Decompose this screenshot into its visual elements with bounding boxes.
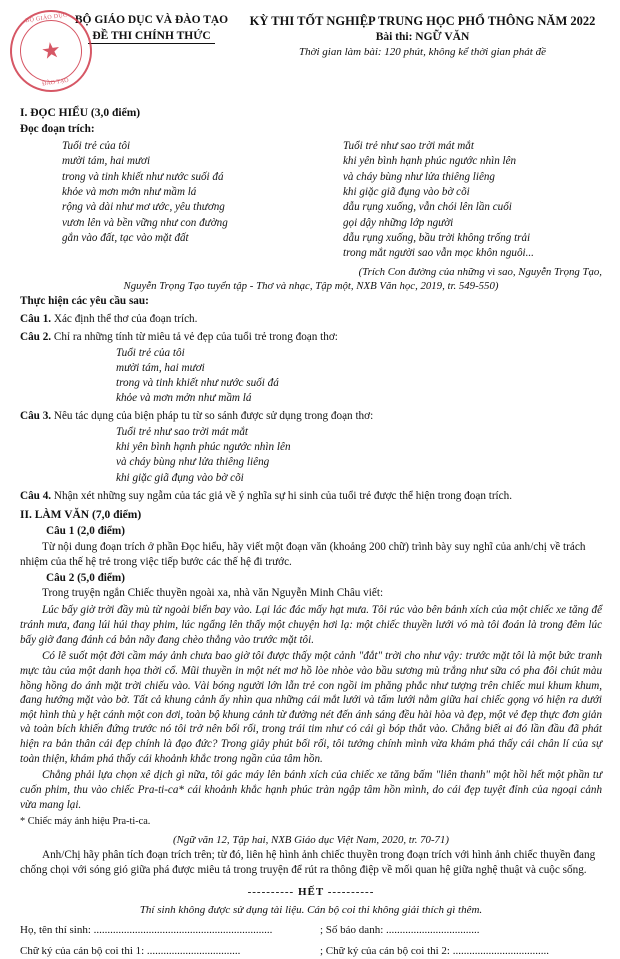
header-right-block: [241, 14, 604, 58]
section-2-question-1-text: Từ nội dung đoạn trích ở phần Đọc hiểu, hãy viết một đoạn văn (khoảng 200 chữ) trình bày suy nghĩ của anh/chị về trách nhiệm của thế hệ trẻ trong việc tiếp bước các thế hệ đi trước.: [20, 540, 586, 568]
verse-line: mười tám, hai mươi: [116, 362, 205, 375]
ministry-name: BỘ GIÁO DỤC VÀ ĐÀO TẠO: [74, 14, 229, 26]
exam-subject: Bài thi: NGỮ VĂN: [375, 31, 470, 43]
candidate-number-field: ; Số báo danh: ..................................: [320, 924, 480, 937]
poem-line: gắn vào đất, tạc vào mặt đất: [62, 231, 189, 244]
excerpt-footnote: * Chiếc máy ảnh hiệu Pra-ti-ca.: [20, 816, 151, 828]
poem-line: rộng và dài như mơ ước, yêu thương: [62, 201, 225, 214]
excerpt-paragraph: Có lẽ suốt một đời cầm máy ảnh chưa bao giờ tôi được thấy một cảnh "đắt" trời cho như vậy: trước mặt tôi là một bức tranh mực tàu của một danh họa thời cổ. Mũi thuyền in một nét mơ hồ lòe nhòe vào bầu sương mù trắng như sữa có pha đôi chút màu hồng hồng do ánh mặt trời chiếu vào. Vài bóng người lớn lẫn trẻ con ngồi im phăng phắc như tượng trên chiếc mui khum khum, đang hướng mặt vào bờ. Tất cả khung cảnh ấy nhìn qua những cái mắt lưới và tấm lưới nằm giữa hai chiếc gọng vó hiện ra dưới một hình thù y hệt cánh một con dơi, toàn bộ khung cảnh từ đường nét đến ánh sáng đều hài hòa và đẹp, một vẻ đẹp thực đơn giản và toàn bích khiến đứng trước nó tôi trở nên bối rối, trong trái tim như có cái gì bóp thắt vào. Chẳng biết ai đó lần đầu đã phát hiện ra bản thân cái đẹp chính là đạo đức? Trong giây phút bối rối, tôi tưởng chính mình vừa khám phá thấy cái chân lí của sự toàn thiện, khám phá thấy cái khoảnh khắc trong ngần của tâm hồn.: [20, 650, 602, 765]
verse-line: Tuổi trẻ của tôi: [116, 346, 185, 359]
verse-line: khỏe và mơn mởn như mầm lá: [116, 392, 252, 405]
seal-inner-ring: [16, 16, 86, 86]
question-1-4: [20, 489, 602, 504]
exam-type-label: ĐỀ THI CHÍNH THỨC: [88, 29, 214, 44]
poem-line: dẫu rụng xuống, vẫn chói lên lần cuối: [343, 201, 512, 214]
poem-line: dẫu rụng xuống, bầu trời không trống trải: [343, 231, 531, 244]
section-2-title: II. LÀM VĂN (7,0 điểm): [20, 508, 142, 521]
verse-line: Tuổi trẻ như sao trời mát mắt: [116, 426, 249, 439]
question-1-2-label: Câu 2.: [20, 331, 52, 344]
poem-line: khi giặc giã đụng vào bờ cõi: [343, 186, 470, 199]
section-1-title: I. ĐỌC HIỂU (3,0 điểm): [20, 107, 141, 119]
verse-line: và cháy bùng như lửa thiêng liêng: [116, 456, 270, 469]
excerpt-paragraph: Chẳng phải lựa chọn xê dịch gì nữa, tôi gác máy lên bánh xích của chiếc xe tăng bấm "liên thanh" một hồi hết một phần tư cuốn phim, thu vào chiếc Pra-ti-ca* cái khoảnh khắc hạnh phúc tràn ngập tâm hồn mình, do cái đẹp tuyệt đỉnh của ngoại cảnh vừa mang lại.: [20, 769, 602, 811]
document-body: [0, 98, 620, 959]
exam-note: Thí sinh không được sử dụng tài liệu. Cán bộ coi thi không giải thích gì thêm.: [139, 903, 483, 916]
question-1-1-text: Xác định thể thơ của đoạn trích.: [53, 313, 198, 326]
poem-line: trong mắt người sao vẫn mọc khôn nguôi...: [343, 247, 534, 260]
verse-line: trong và tinh khiết như nước suối đá: [116, 377, 279, 390]
section-1-requirement: Thực hiện các yêu cầu sau:: [20, 295, 149, 308]
section-2-question-2-label: Câu 2 (5,0 điểm): [46, 571, 125, 584]
invigilator-signature-row: [20, 944, 602, 959]
section-1-instruction: Đọc đoạn trích:: [20, 123, 95, 136]
question-1-3: [20, 409, 602, 424]
verse-line: khi giặc giã đụng vào bờ cõi: [116, 471, 244, 484]
end-marker: ---------- HẾT ----------: [247, 886, 375, 899]
poem-line: vươn lên và bền vững như con đường: [62, 216, 228, 229]
section-2-question-1-label: Câu 1 (2,0 điểm): [46, 524, 125, 537]
seal-top-text: BỘ GIÁO DỤC: [25, 12, 68, 25]
invigilator-2-signature: ; Chữ ký của cán bộ coi thi 2: ...................................: [320, 945, 549, 957]
section-2-question-2-intro: Trong truyện ngắn Chiếc thuyền ngoài xa, nhà văn Nguyễn Minh Châu viết:: [42, 587, 384, 600]
candidate-name-field: Họ, tên thí sinh: .................................................................: [20, 924, 273, 937]
question-1-1: [20, 312, 602, 327]
question-1-4-label: Câu 4.: [20, 489, 52, 502]
poem-column-left: [20, 139, 321, 261]
poem-two-columns: [20, 139, 602, 261]
question-1-3-verse: [116, 425, 602, 485]
seal-star-icon: ★: [39, 36, 63, 65]
poem-source-line-1: (Trích Con đường của những vì sao, Nguyễn Trọng Tạo,: [358, 265, 602, 278]
poem-line: khỏe và mơn mởn như mầm lá: [62, 186, 197, 199]
question-1-2: [20, 330, 602, 345]
poem-column-right: [333, 139, 602, 261]
verse-line: khi yên bình hạnh phúc ngước nhìn lên: [116, 441, 291, 454]
poem-line: trong và tinh khiết như nước suối đá: [62, 170, 224, 183]
question-1-4-text: Nhận xét những suy ngẫm của tác giả về ý nghĩa sự hi sinh của tuổi trẻ được thể hiện trong đoạn trích.: [53, 489, 513, 502]
poem-line: gọi dậy những lớp người: [343, 216, 454, 229]
poem-line: Tuổi trẻ của tôi: [62, 140, 131, 153]
poem-line: khi yên bình hạnh phúc ngước nhìn lên: [343, 155, 517, 168]
document-header: [0, 0, 620, 98]
invigilator-1-signature: Chữ ký của cán bộ coi thi 1: ..................................: [20, 945, 241, 957]
question-1-3-text: Nêu tác dụng của biện pháp tu từ so sánh được sử dụng trong đoạn thơ:: [53, 410, 374, 423]
question-1-2-text: Chỉ ra những tính từ miêu tả vẻ đẹp của tuổi trẻ trong đoạn thơ:: [53, 331, 338, 344]
question-1-2-verse: [116, 346, 602, 406]
poem-line: Tuổi trẻ như sao trời mát mắt: [343, 140, 474, 153]
excerpt-citation: (Ngữ văn 12, Tập hai, NXB Giáo dục Việt Nam, 2020, tr. 70-71): [173, 833, 449, 846]
poem-line: và cháy bùng như lửa thiêng liêng: [343, 170, 495, 183]
poem-source-line-2: Nguyễn Trọng Tạo tuyển tập - Thơ và nhạc, Tập một, NXB Văn học, 2019, tr. 549-550): [123, 279, 499, 292]
excerpt-paragraph: Lúc bấy giờ trời đầy mù từ ngoài biển bay vào. Lại lác đác mấy hạt mưa. Tôi rúc vào bên bánh xích của một chiếc xe tăng để tránh mưa, đang lúi húi thay phim, lúc ngẩng lên thấy một chuyện hơi lạ: một chiếc thuyền lưới vó mà tôi đoán là trong đêm lúc bấy giờ đang đánh cá bản nãy đang chèo thẳng vào trước mặt tôi.: [20, 604, 602, 646]
exam-duration: Thời gian làm bài: 120 phút, không kể thời gian phát đề: [298, 46, 546, 58]
question-1-3-label: Câu 3.: [20, 410, 52, 423]
poem-line: mười tám, hai mươi: [62, 155, 151, 168]
seal-bottom-text: ĐÀO TẠO: [41, 77, 70, 88]
exam-title: KỲ THI TỐT NGHIỆP TRUNG HỌC PHỔ THÔNG NĂM 2022: [249, 14, 596, 28]
question-1-1-label: Câu 1.: [20, 313, 52, 326]
section-2-task-text: Anh/Chị hãy phân tích đoạn trích trên; từ đó, liên hệ hình ảnh chiếc thuyền trong đoạn trích với hình ảnh chiếc thuyền đang chống chọi với sóng gió giữa phá được miêu tả trong truyện để rút ra thông điệp về mối quan hệ giữa nghệ thuật và cuộc sống.: [20, 849, 596, 877]
candidate-info-row: [20, 923, 602, 938]
